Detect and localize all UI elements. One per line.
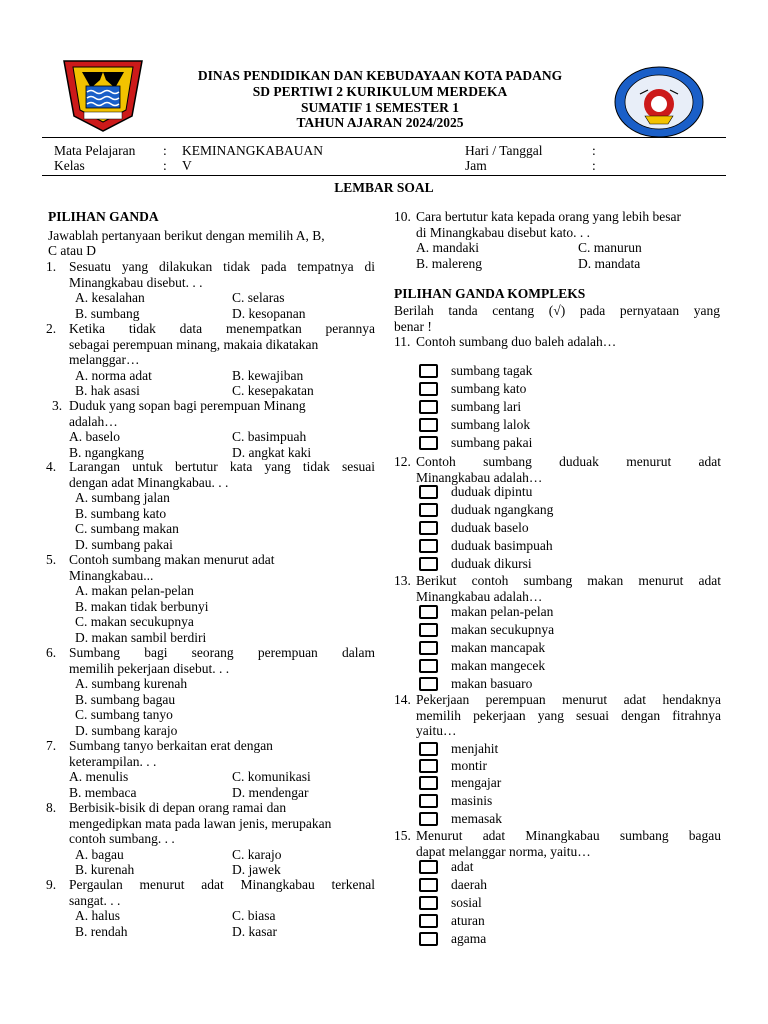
checkbox-option-label: makan secukupnya [451,622,555,637]
header-exam: SUMATIF 1 SEMESTER 1 [301,100,459,115]
question-text: Pekerjaan perempuan menurut adat hendaknya [416,692,721,707]
answer-checkbox[interactable] [419,605,438,619]
option-d: D. jawek [232,862,281,877]
option-b: B. ngangkang [69,444,144,460]
checkbox-option-label: masinis [451,793,493,808]
option-c: B. kewajiban [232,367,304,383]
question-number: 7. [46,738,57,753]
option-d: D. makan sambil berdiri [75,629,207,645]
question-text: Contoh sumbang makan menurut adat [69,552,275,567]
question-number: 12. [394,454,411,469]
question-number: 2. [46,321,57,336]
option-c: C. manurun [578,240,642,255]
answer-checkbox[interactable] [419,677,438,691]
checkbox-option-label: duduak baselo [451,520,529,535]
option-b: B. sumbang [75,305,140,321]
pgk-instruction: benar ! [394,319,432,334]
option-c: C. makan secukupnya [75,614,194,629]
option-a: A. bagau [75,846,124,862]
option-a: A. halus [75,908,120,923]
question-number: 8. [46,800,57,815]
checkbox-option-label: mengajar [451,775,502,790]
time-label: Jam [465,158,487,173]
question-number: 9. [46,877,57,892]
option-a: A. sumbang jalan [75,490,170,505]
question-text: dengan adat Minangkabau. . . [69,474,229,490]
option-b: B. rendah [75,923,128,939]
question-number: 6. [46,645,57,660]
question-text: Contoh sumbang duduak menurut adat [416,454,721,469]
checkbox-option-label: sosial [451,895,482,910]
question-text: melanggar… [69,352,140,367]
answer-checkbox[interactable] [419,776,438,790]
checkbox-option-label: makan pelan-pelan [451,604,554,619]
option-d: C. kesepakatan [232,383,314,398]
option-a: A. makan pelan-pelan [75,583,194,598]
question-text: Minangkabau adalah… [416,588,543,604]
option-b: B. kurenah [75,862,135,877]
checkbox-option-label: aturan [451,913,485,928]
checkbox-option-label: duduak dipintu [451,484,533,499]
time-colon: : [592,158,596,173]
date-colon: : [592,143,596,158]
question-number: 4. [46,459,57,474]
checkbox-option-label: montir [451,758,487,773]
class-colon: : [163,158,167,173]
answer-checkbox[interactable] [419,759,438,773]
answer-checkbox[interactable] [419,932,438,946]
question-text: Contoh sumbang duo baleh adalah… [416,334,617,349]
question-text: memilih pekerjaan disebut. . . [69,660,230,676]
question-text: Minangkabau adalah… [416,469,543,485]
option-c: C. basimpuah [232,429,307,444]
checkbox-option-label: sumbang tagak [451,363,533,378]
answer-checkbox[interactable] [419,521,438,535]
page-title: LEMBAR SOAL [334,180,434,195]
option-d: D. kesopanan [232,305,306,321]
class-label: Kelas [54,158,85,173]
option-c: C. sumbang makan [75,521,179,536]
option-c: C. sumbang tanyo [75,707,173,722]
option-c: C. komunikasi [232,769,311,784]
answer-checkbox[interactable] [419,878,438,892]
option-b: B. hak asasi [75,383,140,398]
answer-checkbox[interactable] [419,400,438,414]
divider-top [42,137,726,138]
answer-checkbox[interactable] [419,503,438,517]
pg-instruction: C atau D [48,243,96,258]
date-label: Hari / Tanggal [465,143,543,158]
option-a: A. mandaki [416,240,479,255]
checkbox-option-label: sumbang lalok [451,417,531,432]
option-b: B. makan tidak berbunyi [75,598,209,614]
pg-instruction: Jawablah pertanyaan berikut dengan memilih A, B, [48,228,325,243]
answer-checkbox[interactable] [419,794,438,808]
question-number: 3. [52,398,63,413]
yayasan-pertiwi-logo [612,64,706,140]
checkbox-option-label: makan mangecek [451,658,546,673]
subject-label: Mata Pelajaran [54,143,136,158]
option-c: C. karajo [232,846,282,862]
answer-checkbox[interactable] [419,659,438,673]
question-text: Larangan untuk bertutur kata yang tidak sesuai [69,459,375,474]
option-a: A. baselo [69,429,120,444]
answer-checkbox[interactable] [419,382,438,396]
option-a: A. norma adat [75,367,152,383]
question-text: yaitu… [416,723,457,738]
subject-value: KEMINANGKABAUAN [182,143,323,158]
option-b: B. sumbang kato [75,505,167,521]
checkbox-option-label: daerah [451,877,487,892]
question-text: Sumbang tanyo berkaitan erat dengan [69,738,273,753]
option-c: C. biasa [232,908,276,923]
question-text: Sesuatu yang dilakukan tidak pada tempatnya di [69,259,375,274]
option-a: A. sumbang kurenah [75,676,188,691]
checkbox-option-label: sumbang kato [451,381,527,396]
option-a: A. kesalahan [75,290,145,305]
answer-checkbox[interactable] [419,896,438,910]
question-text: Ketika tidak data menempatkan perannya [69,321,375,336]
checkbox-option-label: adat [451,859,474,874]
option-b: B. membaca [69,784,137,800]
question-text: Minangkabau... [69,567,154,583]
answer-checkbox[interactable] [419,418,438,432]
checkbox-option-label: memasak [451,811,502,826]
option-a: A. menulis [69,769,129,784]
option-d: D. sumbang karajo [75,722,178,738]
question-text: Duduk yang sopan bagi perempuan Minang [69,398,306,413]
question-text: Minangkabau disebut. . . [69,274,203,290]
question-text: adalah… [69,413,118,429]
answer-checkbox[interactable] [419,641,438,655]
question-text: Berikut contoh sumbang makan menurut adat [416,573,721,588]
answer-checkbox[interactable] [419,742,438,756]
answer-checkbox[interactable] [419,557,438,571]
section-heading-pilihan-ganda-kompleks: PILIHAN GANDA KOMPLEKS [394,286,586,301]
question-text: sebagai perempuan minang, makaia dikatakan [69,336,319,352]
checkbox-option-label: menjahit [451,741,499,756]
answer-checkbox[interactable] [419,623,438,637]
option-d: D. mendengar [232,784,309,800]
checkbox-option-label: duduak basimpuah [451,538,553,553]
option-b: B. malereng [416,256,482,271]
option-d: D. angkat kaki [232,444,312,460]
checkbox-option-label: duduak dikursi [451,556,532,571]
option-d: D. mandata [578,256,641,271]
question-number: 5. [46,552,57,567]
question-number: 11. [394,334,411,349]
option-d: D. kasar [232,923,277,939]
question-text: Berbisik-bisik di depan orang ramai dan [69,800,287,815]
option-c: C. selaras [232,290,285,305]
question-text: Cara bertutur kata kepada orang yang lebih besar [416,209,682,224]
answer-checkbox[interactable] [419,436,438,450]
question-text: di Minangkabau disebut kato. . . [416,225,590,240]
question-text: dapat melanggar norma, yaitu… [416,843,591,859]
question-number: 1. [46,259,57,274]
question-text: contoh sumbang. . . [69,831,175,846]
option-d: D. sumbang pakai [75,536,173,552]
subject-colon: : [163,143,167,158]
question-text: Sumbang bagi seorang perempuan dalam [69,645,375,660]
option-b: B. sumbang bagau [75,691,176,707]
header-year: TAHUN AJARAN 2024/2025 [296,115,464,130]
checkbox-option-label: agama [451,931,487,946]
checkbox-option-label: makan mancapak [451,640,546,655]
header-school: SD PERTIWI 2 KURIKULUM MERDEKA [252,84,508,99]
checkbox-option-label: makan basuaro [451,676,533,691]
question-text: Pergaulan menurut adat Minangkabau terkenal [69,877,375,892]
question-number: 15. [394,828,411,843]
padang-city-logo [60,58,146,134]
question-text: mengedipkan mata pada lawan jenis, merupakan [69,815,332,831]
pgk-instruction: Berilah tanda centang (√) pada pernyataan yang [394,303,720,318]
checkbox-option-label: sumbang pakai [451,435,533,450]
checkbox-option-label: duduak ngangkang [451,502,554,517]
answer-checkbox[interactable] [419,485,438,499]
question-text: Menurut adat Minangkabau sumbang bagau [416,828,721,843]
class-value: V [182,158,192,173]
question-text: sangat. . . [69,892,121,908]
section-heading-pilihan-ganda: PILIHAN GANDA [48,209,159,224]
question-number: 14. [394,692,411,707]
answer-checkbox[interactable] [419,812,438,826]
question-number: 10. [394,209,411,224]
answer-checkbox[interactable] [419,539,438,553]
answer-checkbox[interactable] [419,860,438,874]
answer-checkbox[interactable] [419,914,438,928]
answer-checkbox[interactable] [419,364,438,378]
question-text: keterampilan. . . [69,753,157,769]
divider-bottom [42,175,726,176]
header-agency: DINAS PENDIDIKAN DAN KEBUDAYAAN KOTA PADANG [197,68,563,83]
question-number: 13. [394,573,411,588]
checkbox-option-label: sumbang lari [451,399,522,414]
question-text: memilih pekerjaan yang sesuai dengan fitrahnya [416,707,721,723]
